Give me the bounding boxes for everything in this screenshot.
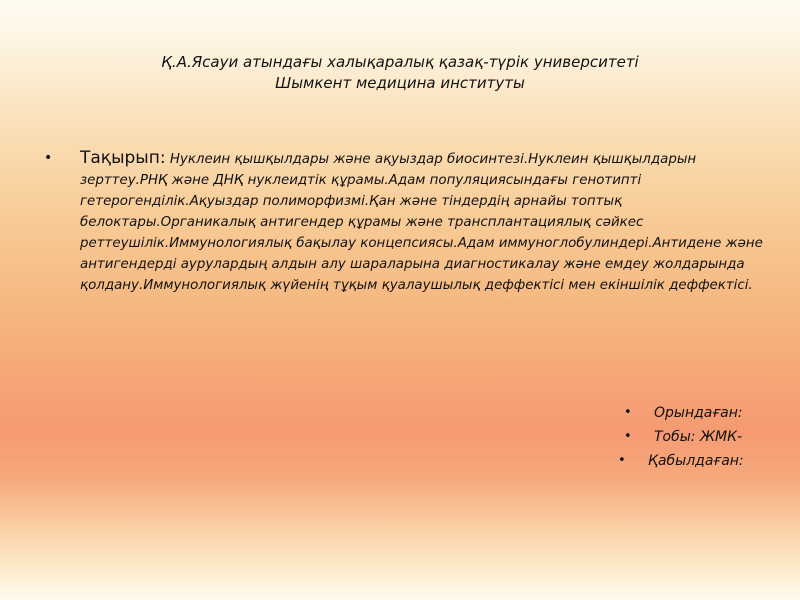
bullet-icon: • — [44, 150, 53, 166]
signature-list — [606, 401, 786, 473]
topic-text — [80, 148, 770, 296]
list-item — [606, 425, 786, 449]
topic-label: Тақырып: — [80, 148, 166, 168]
group-label: Тобы: ЖМК- — [654, 429, 743, 445]
list-item — [606, 401, 786, 425]
university-name: Қ.А.Ясауи атындағы халықаралық қазақ-түрік университеті — [161, 53, 639, 71]
performed-by-label: Орындаған: — [654, 405, 743, 421]
bullet-icon: • — [618, 453, 626, 468]
bullet-icon: • — [624, 405, 632, 420]
institute-name: Шымкент медицина институты — [275, 74, 525, 92]
list-item — [606, 449, 786, 473]
accepted-by-label: Қабылдаған: — [648, 453, 744, 469]
bullet-icon: • — [624, 429, 632, 444]
slide-title — [0, 52, 800, 94]
topic-description: Нуклеин қышқылдары және ақуыздар биосинтезі.Нуклеин қышқылдарын зерттеу.РНҚ және ДНҚ нуклеидтік құрамы.Адам популяциясындағы генотипті гетерогенділік.Ақуыздар полиморфизмі.Қан және тіндердің арнайы топтық белоктары.Органикалық антигендер құрамы және трансплантациялық сәйкес реттеушілік.Иммунологиялық бақылау концепсиясы.Адам иммуноглобулиндері.Антидене және антигендерді аурулардың алдын алу шараларына диагностикалау және емдеу жолдарында қолдану.Иммунологиялық жүйенің тұқым қуалаушылық деффектісі мен екіншілік деффектісі. — [80, 152, 763, 293]
